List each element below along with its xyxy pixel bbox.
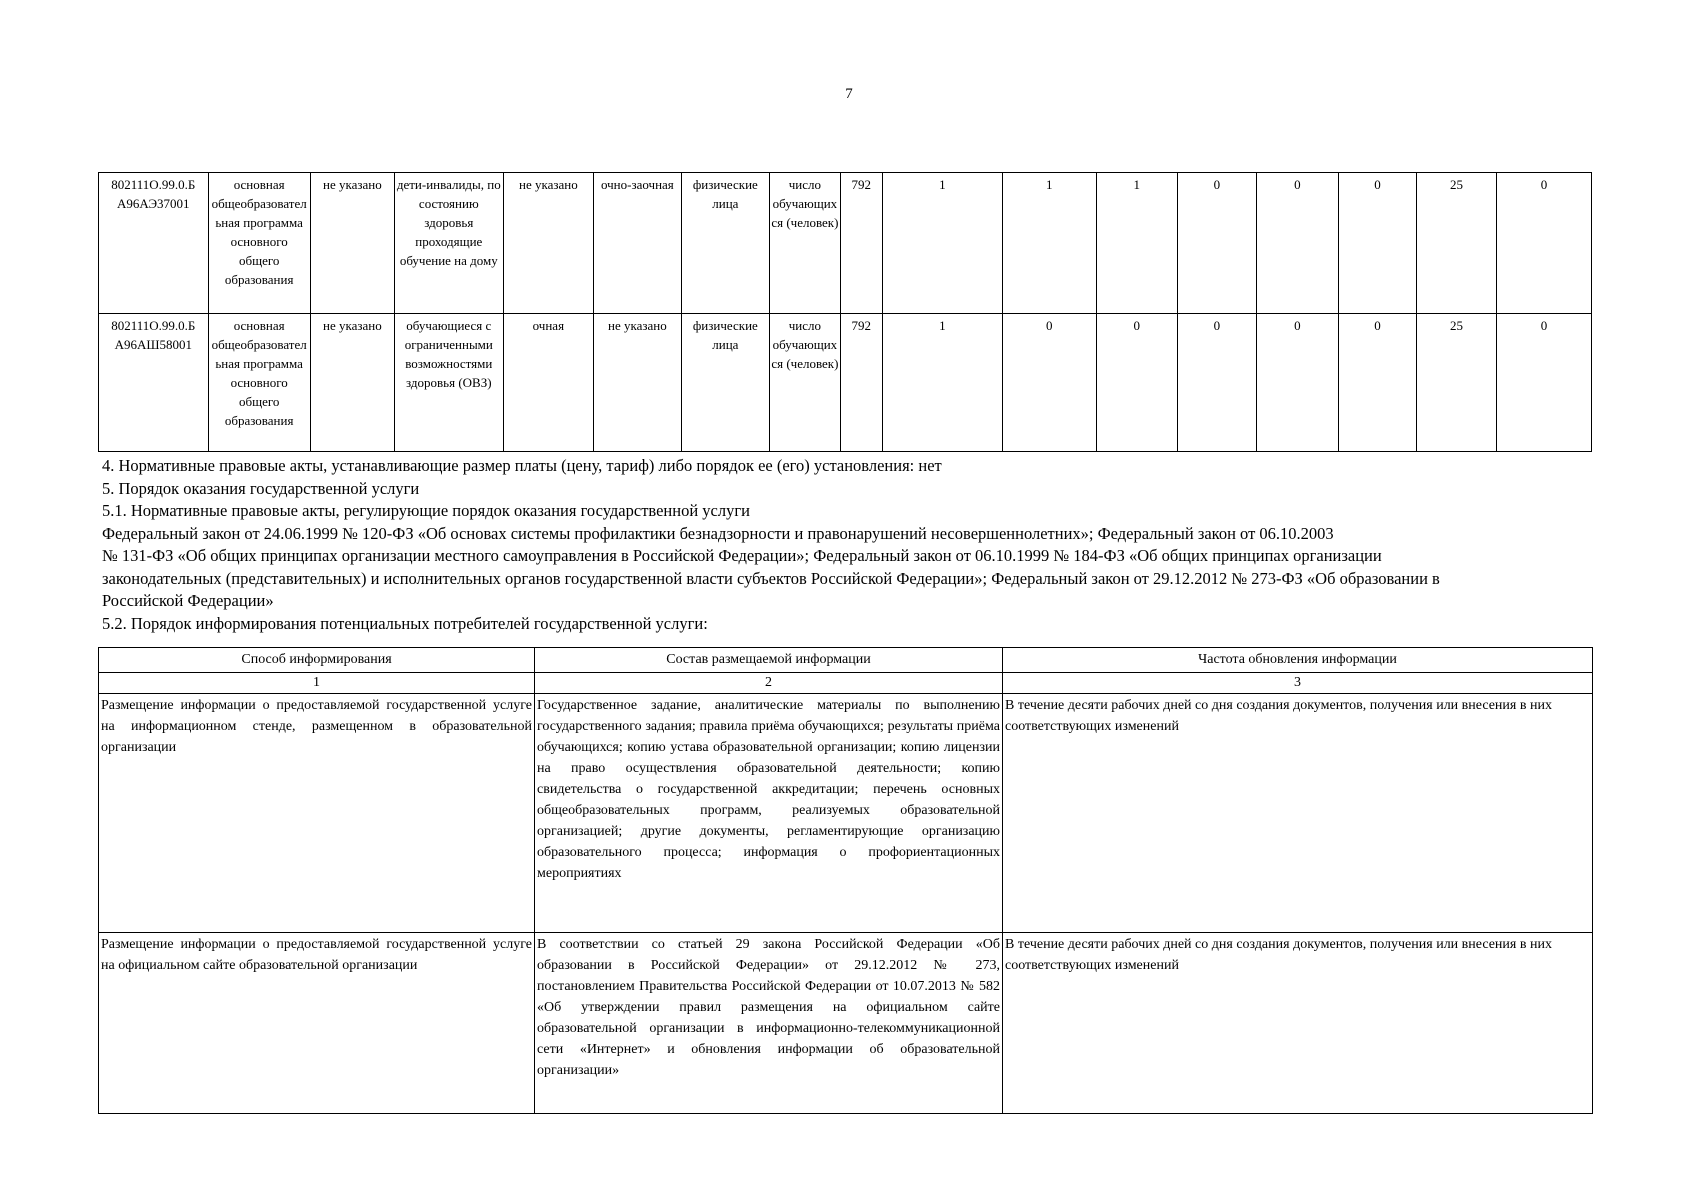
table-row [99,173,1592,314]
value-cell: 1 [1096,173,1177,314]
column-number: 3 [1003,673,1593,694]
table-row [99,314,1592,452]
okei-cell: 792 [840,314,882,452]
category-cell: дети-инвалиды, по состоянию здоровья проходящие обучение на дому [395,173,504,314]
method-cell: Размещение информации о предоставляемой государственной услуге на информационном стенде, размещенном в образовательной организации [99,694,535,933]
service-code: 802111О.99.0.Б А96АЭ37001 [99,173,209,314]
place-cell: очная [503,314,594,452]
paragraph-4: 4. Нормативные правовые акты, устанавливающие размер платы (цену, тариф) либо порядок ее (его) установления: нет [102,456,942,475]
frequency-cell: В течение десяти рабочих дней со дня создания документов, получения или внесения в них соответствующих изменений [1003,694,1593,933]
consumers-cell: физические лица [681,314,770,452]
laws-line: № 131-ФЗ «Об общих принципах организации местного самоуправления в Российской Федерации»; Федеральный закон от 06.10.1999 № 184-ФЗ «Об общих принципах организации [102,546,1382,565]
column-number-row [99,673,1593,694]
value-cell: 1 [882,173,1002,314]
section-text [102,455,1592,635]
table-row [99,694,1593,933]
paragraph-5: 5. Порядок оказания государственной услуги [102,478,420,498]
services-volume-table [98,172,1592,452]
value-cell: 0 [1497,173,1592,314]
column-header: Способ информирования [99,648,535,673]
column-number: 1 [99,673,535,694]
category-cell: обучающиеся с ограниченными возможностями здоровья (ОВЗ) [395,314,504,452]
value-cell: 0 [1002,314,1096,452]
informing-table [98,647,1593,1114]
standard-cell: не указано [310,173,394,314]
method-cell: Размещение информации о предоставляемой государственной услуге на официальном сайте образовательной организации [99,933,535,1114]
content-cell: В соответствии со статьей 29 закона Российской Федерации «Об образовании в Российской Федерации» от 29.12.2012 № 273, постановлением Правительства Российской Федерации от 10.07.2013 № 582 «Об утверждении правил размещения на официальном сайте образовательной организации в информационно-телекоммуникационной сети «Интернет» и обновления информации об образовательной организации» [535,933,1003,1114]
form-cell: очно-заочная [594,173,681,314]
content-cell: Государственное задание, аналитические материалы по выполнению государственного задания; правила приёма обучающихся; результаты приёма обучающихся; копию устава образовательной организации; копию лицензии на право осуществления образовательной деятельности; копию свидетельства о государственной аккредитации; перечень основных общеобразовательных программ, реализуемых образовательной организацией; другие документы, регламентирующие организацию образовательного процесса; информация о профориентационных мероприятиях [535,694,1003,933]
indicator-cell: число обучающихся (человек) [770,173,841,314]
value-cell: 25 [1416,173,1496,314]
value-cell: 1 [882,314,1002,452]
value-cell: 0 [1177,314,1256,452]
value-cell: 0 [1177,173,1256,314]
frequency-cell: В течение десяти рабочих дней со дня создания документов, получения или внесения в них соответствующих изменений [1003,933,1593,1114]
value-cell: 0 [1497,314,1592,452]
consumers-cell: физические лица [681,173,770,314]
column-number: 2 [535,673,1003,694]
paragraph-5-2: 5.2. Порядок информирования потенциальных потребителей государственной услуги: [102,613,708,633]
program-cell: основная общеобразовательная программа основного общего образования [208,173,310,314]
value-cell: 25 [1416,314,1496,452]
column-header: Частота обновления информации [1003,648,1593,673]
okei-cell: 792 [840,173,882,314]
indicator-cell: число обучающихся (человек) [770,314,841,452]
value-cell: 1 [1002,173,1096,314]
laws-line: Российской Федерации» [102,591,274,610]
service-code: 802111О.99.0.Б А96АШ58001 [99,314,209,452]
program-cell: основная общеобразовательная программа основного общего образования [208,314,310,452]
column-header: Состав размещаемой информации [535,648,1003,673]
page-number: 7 [845,86,853,102]
value-cell: 0 [1096,314,1177,452]
form-cell: не указано [594,314,681,452]
laws-line: Федеральный закон от 24.06.1999 № 120-ФЗ «Об основах системы профилактики безнадзорности и правонарушений несовершеннолетних»; Федеральный закон от 06.10.2003 [102,523,1334,543]
value-cell: 0 [1339,314,1417,452]
table-header-row [99,648,1593,673]
standard-cell: не указано [310,314,394,452]
place-cell: не указано [503,173,594,314]
laws-line: законодательных (представительных) и исполнительных органов государственной власти субъектов Российской Федерации»; Федеральный закон от 29.12.2012 № 273-ФЗ «Об образовании в [102,568,1440,588]
value-cell: 0 [1256,173,1338,314]
value-cell: 0 [1339,173,1417,314]
paragraph-5-1: 5.1. Нормативные правовые акты, регулирующие порядок оказания государственной услуги [102,501,750,520]
value-cell: 0 [1256,314,1338,452]
table-row [99,933,1593,1114]
